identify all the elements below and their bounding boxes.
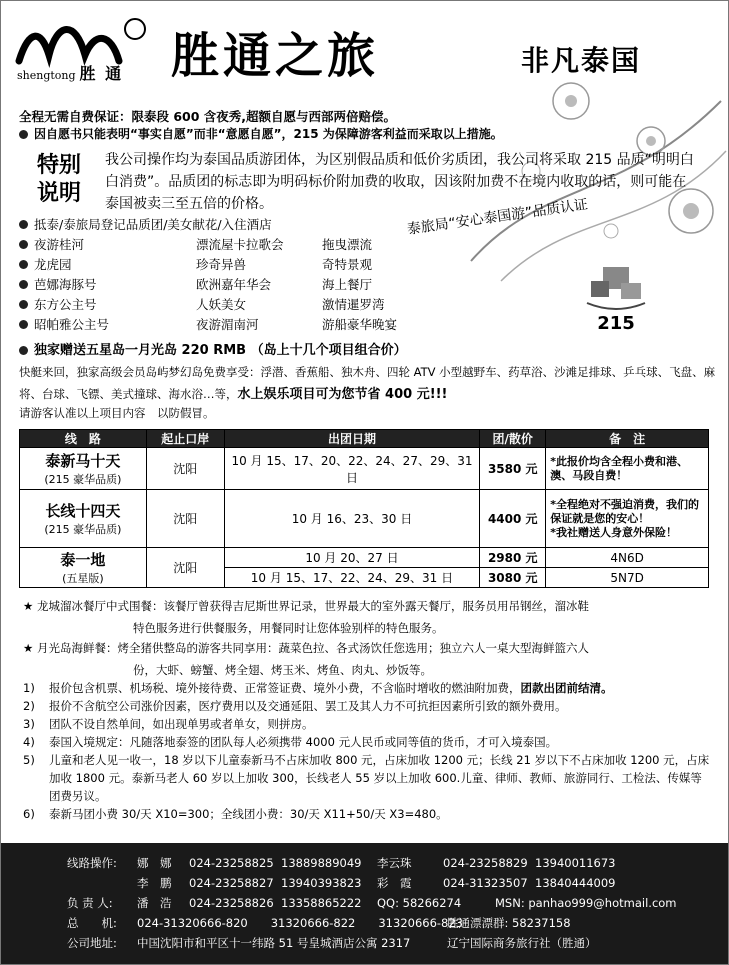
- special-label: 特别 说明: [36, 152, 81, 206]
- route-cell: 泰一地 (五星版): [20, 548, 147, 588]
- table-header-row: [20, 430, 709, 448]
- page-title: 胜通之旅: [171, 28, 380, 84]
- gift-title: 独家赠送五星岛一月光岛 220 RMB （岛上十几个项目组合价）: [19, 339, 407, 358]
- list-item: 龙虎园 珍奇异兽 奇特景观: [19, 255, 442, 275]
- list-item: 昭帕雅公主号 夜游湄南河 游船豪华晚宴: [19, 315, 442, 335]
- main-phone-row: 总 机: 024-31320666-820 31320666-822 31320666-823胜通漂漂群: 58237158: [67, 916, 571, 930]
- quality-badge-icon: [581, 263, 651, 333]
- bullet-dot-icon: [19, 220, 28, 229]
- dates-cell: 10 月 16、23、30 日: [224, 490, 480, 548]
- route-cell: 泰新马十天 (215 豪华品质): [20, 448, 147, 490]
- bullet-dot-icon: [19, 346, 28, 355]
- port-cell: 沈阳: [146, 448, 224, 490]
- certification-text: 泰旅局“安心泰国游”品质认证: [406, 196, 589, 238]
- bullet-note: 因自愿书只能表明“事实自愿”而非“意愿自愿”，215 为保障游客利益而采取以上措施。: [19, 125, 503, 142]
- manager-row: 负 责 人: 潘 浩 024-23258826 13358865222 QQ: 58266274 MSN: panhao999@hotmail.com: [67, 896, 677, 910]
- list-item: 抵泰/泰旅局登记品质团/美女献花/入住酒店: [19, 215, 442, 235]
- price-cell: 4400 元: [480, 490, 546, 548]
- dates-cell: 10 月 15、17、20、22、24、27、29、31 日: [224, 448, 480, 490]
- port-cell: 沈阳: [146, 548, 224, 588]
- contact-row: 线路操作: 娜 娜 024-23258825 13889889049 李云珠 024-23258829 13940011673: [67, 856, 616, 870]
- table-row: [20, 448, 709, 490]
- table-row: [20, 548, 709, 568]
- logo-text: shengtong 胜 通: [17, 64, 124, 83]
- list-item: 3) 团队不设自然单间，如出现单男或者单女，则拼房。: [23, 717, 314, 731]
- remark-cell: *此报价均含全程小费和港、澳、马段自费！: [546, 448, 709, 490]
- bullet-dot-icon: [19, 300, 28, 309]
- remark-cell: 5N7D: [546, 568, 709, 588]
- price-cell: 3580 元: [480, 448, 546, 490]
- list-item: 1) 报价包含机票、机场税、境外接待费、正常签证费、境外小费，不含临时增收的燃油附加费，团款出团前结清。: [23, 681, 613, 695]
- special-text: 我公司操作均为泰国品质游团体，为区别假品质和低价劣质团，我公司将采取 215 品质“明明白白消费”。品质团的标志即为明码标价附加费的收取，因该附加费不在境内收取的话，则可能在泰国被卖三至五倍的价格。: [105, 152, 694, 212]
- list-item: 2) 报价不含航空公司涨价因素，医疗费用以及交通延阻、罢工及其人力不可抗拒因素所引致的额外费用。: [23, 699, 567, 713]
- route-cell: 长线十四天 (215 豪华品质): [20, 490, 147, 548]
- list-item: 夜游桂河 漂流屋卡拉歌会 拖曳漂流: [19, 235, 442, 255]
- bullet-dot-icon: [19, 280, 28, 289]
- star-note: ★ 月光岛海鲜餐：烤全猪供整岛的游客共同享用：蔬菜色拉、各式汤饮任您选用；独立六人一桌大型海鲜篮六人 份，大虾、螃蟹、烤全翅、烤玉米、烤鱼、肉丸、炒饭等。: [23, 641, 589, 677]
- list-item: 6) 泰新马团小费 30/天 X10=300；全线团小费：30/天 X11+50/天 X3=480。: [23, 807, 448, 821]
- bullet-dot-icon: [19, 130, 28, 139]
- page-subtitle: 非凡泰国: [521, 44, 642, 77]
- remark-cell: *全程绝对不强迫消费，我们的保证就是您的安心！ *我社赠送人身意外保险！: [546, 490, 709, 548]
- contact-footer: [1, 843, 729, 965]
- list-item: 东方公主号 人妖美女 激情暹罗湾: [19, 295, 442, 315]
- dates-cell: 10 月 15、17、22、24、29、31 日: [224, 568, 480, 588]
- dates-cell: 10 月 20、27 日: [224, 548, 480, 568]
- column-header: 团/散价: [480, 430, 546, 448]
- bullet-dot-icon: [19, 240, 28, 249]
- remark-cell: 4N6D: [546, 548, 709, 568]
- notes-list: [23, 679, 713, 823]
- bullet-dot-icon: [19, 260, 28, 269]
- attractions-list: [19, 215, 442, 335]
- port-cell: 沈阳: [146, 490, 224, 548]
- price-table: [19, 429, 709, 588]
- column-header: 出团日期: [224, 430, 480, 448]
- table-row: [20, 490, 709, 548]
- price-cell: 2980 元: [480, 548, 546, 568]
- list-item: 芭娜海豚号 欧洲嘉年华会 海上餐厅: [19, 275, 442, 295]
- column-header: 备 注: [546, 430, 709, 448]
- guarantee-line: 全程无需自费保证：限泰段 600 含夜秀,超额自愿与西部两倍赔偿。: [19, 109, 397, 124]
- column-header: 线 路: [20, 430, 147, 448]
- bullet-dot-icon: [19, 320, 28, 329]
- list-item: 4) 泰国入境规定：凡随落地泰签的团队每人必须携带 4000 元人民币或同等值的货币，才可入境泰国。: [23, 735, 558, 749]
- price-cell: 3080 元: [480, 568, 546, 588]
- column-header: 起止口岸: [146, 430, 224, 448]
- gift-description: 快艇来回，独家高级会员岛屿梦幻岛免费享受：浮潜、香蕉船、独木舟、四轮 ATV 小型越野车、药草浴、沙滩足排球、乒乓球、飞盘、麻将、台球、飞镖、美式撞球、海水浴…等，水上娱乐项目可为您节省 400 元!!!: [19, 365, 716, 402]
- list-item: 5) 儿童和老人见一收一，18 岁以下儿童泰新马不占床加收 800 元，占床加收 1200 元；长线 21 岁以下不占床加收 1200 元，占床加收 1800 元。泰新马老人 60 岁以上加收 300，长线老人 55 岁以上加收 600.儿童、律师、教师、旅游同行、工检法、传媒等团费另议。: [23, 753, 710, 803]
- star-note: ★ 龙城溜冰餐厅中式围餐：该餐厅曾获得吉尼斯世界记录，世界最大的室外露天餐厅，服务员用吊钢丝，溜冰鞋 特色服务进行供餐服务，用餐同时让您体验别样的特色服务。: [23, 599, 589, 635]
- badge-number: 215: [597, 313, 635, 333]
- gift-note: 请游客认准以上项目内容 以防假冒。: [19, 406, 215, 420]
- address-row: 公司地址: 中国沈阳市和平区十一纬路 51 号皇城酒店公寓 2317 辽宁国际商务旅行社（胜通）: [67, 936, 597, 950]
- contact-row: 李 鹏 024-23258827 13940393823 彩 霞 024-31323507 13840444009: [137, 876, 616, 890]
